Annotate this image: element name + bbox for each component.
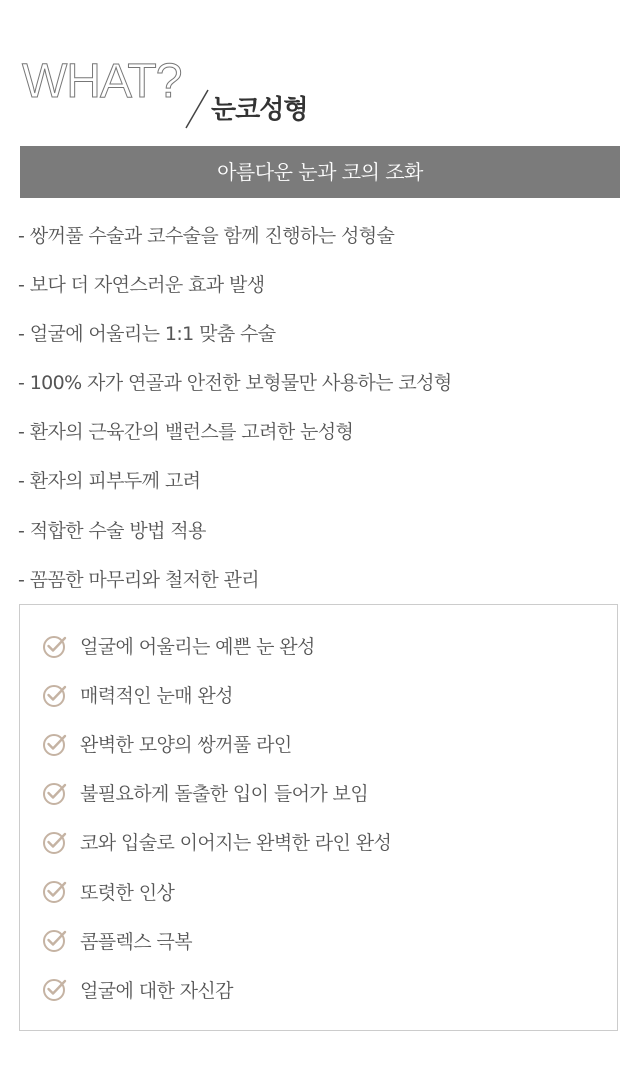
check-circle-icon (42, 878, 68, 904)
banner-text: 아름다운 눈과 코의 조화 (217, 160, 423, 184)
benefit-text: 콤플렉스 극복 (80, 930, 192, 953)
benefit-item (42, 916, 391, 965)
benefit-text: 또렷한 인상 (80, 881, 175, 904)
benefits-box (19, 604, 618, 1031)
benefit-item (42, 866, 391, 915)
slash-divider (182, 88, 212, 130)
benefit-text: 얼굴에 대한 자신감 (80, 979, 233, 1002)
what-heading: WHAT? (22, 55, 182, 108)
feature-item: - 환자의 근육간의 밸런스를 고려한 눈성형 (18, 421, 354, 444)
benefit-text: 코와 입술로 이어지는 완벽한 라인 완성 (80, 832, 392, 855)
feature-item: - 꼼꼼한 마무리와 철저한 관리 (18, 568, 260, 591)
check-circle-icon (42, 682, 68, 708)
benefit-text: 얼굴에 어울리는 예쁜 눈 완성 (80, 636, 315, 659)
banner (20, 146, 620, 198)
check-circle-icon (42, 633, 68, 659)
feature-item: - 보다 더 자연스러운 효과 발생 (18, 274, 265, 297)
benefit-item (42, 670, 391, 719)
feature-item: - 얼굴에 어울리는 1:1 맞춤 수술 (18, 323, 276, 346)
check-circle-icon (42, 976, 68, 1002)
feature-item: - 100% 자가 연골과 안전한 보형물만 사용하는 코성형 (18, 372, 452, 395)
feature-item: - 쌍꺼풀 수술과 코수술을 함께 진행하는 성형술 (18, 225, 395, 247)
check-circle-icon (42, 927, 68, 953)
feature-item: - 환자의 피부두께 고려 (18, 470, 201, 493)
benefit-item (42, 965, 391, 1014)
benefits-list (42, 621, 391, 1014)
feature-item: - 적합한 수술 방법 적용 (18, 519, 206, 542)
benefit-item (42, 719, 391, 768)
benefit-text: 불필요하게 돌출한 입이 들어가 보임 (80, 783, 369, 806)
benefit-item (42, 817, 391, 866)
benefit-item (42, 768, 391, 817)
feature-list (18, 212, 628, 605)
benefit-text: 완벽한 모양의 쌍꺼풀 라인 (80, 734, 292, 757)
section-header (22, 52, 622, 142)
check-circle-icon (42, 731, 68, 757)
benefit-item (42, 621, 391, 670)
check-circle-icon (42, 780, 68, 806)
page-title: 눈코성형 (211, 95, 308, 125)
benefit-text: 매력적인 눈매 완성 (80, 685, 233, 708)
check-circle-icon (42, 829, 68, 855)
